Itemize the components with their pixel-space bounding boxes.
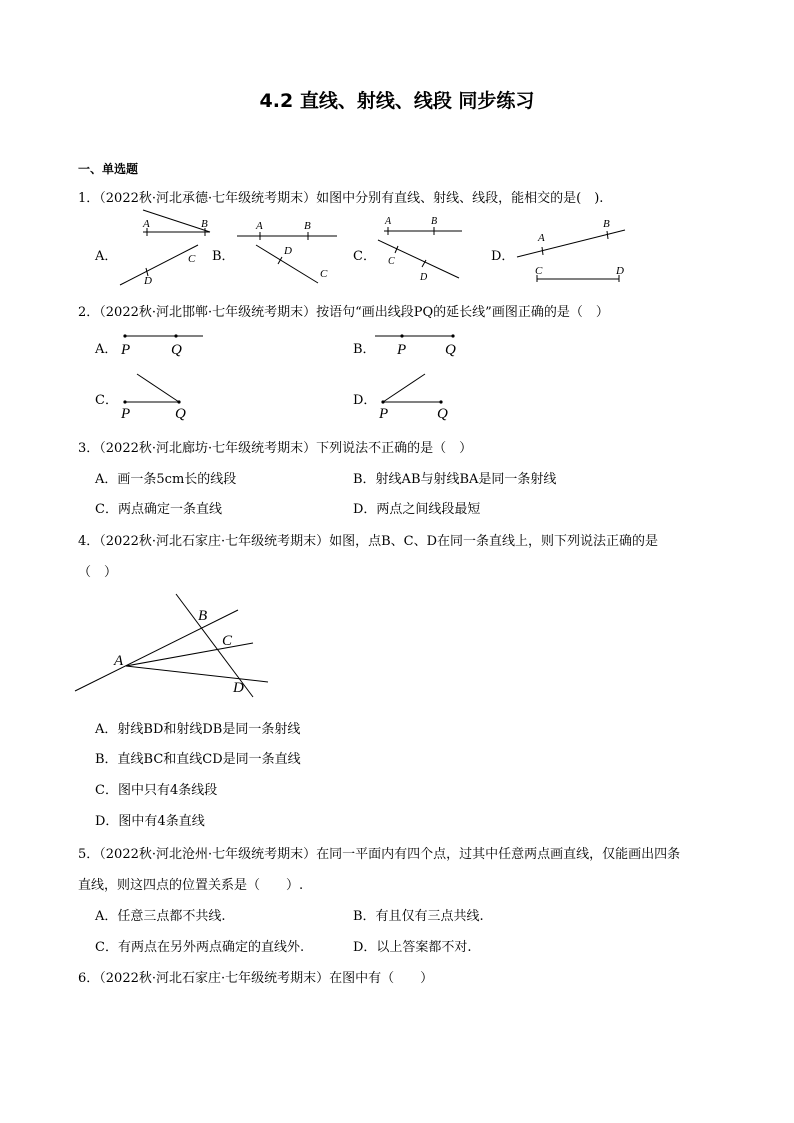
q4-figure [70,590,280,705]
q1-figure-a [110,210,210,290]
q5-option-d: D．以上答案都不对. [353,940,472,955]
q1b-label-d: D [284,245,292,257]
q1a-label-a: A [143,218,150,230]
q4-option-b: B．直线BC和直线CD是同一条直线 [95,752,301,767]
section-heading: 一、单选题 [78,162,139,176]
q1c-label-a: A [385,216,392,227]
q5-option-b: B．有且仅有三点共线. [353,909,484,924]
question-6-stem: 6．（2022秋·河北石家庄·七年级统考期末）在图中有（ ） [78,971,434,986]
q3-option-d: D．两点之间线段最短 [353,502,481,517]
q1d-label-b: B [603,218,610,230]
question-5-stem-cont: 直线，则这四点的位置关系是（ ）. [78,878,304,893]
q1-option-c: C． [353,249,376,264]
question-4-stem-cont: （ ） [78,565,118,580]
q4-label-b: B [198,608,208,624]
q4-label-a: A [114,653,124,669]
q1b-label-c: C [320,268,328,280]
q1c-label-b: B [431,216,438,227]
q2a-label-q: Q [171,342,182,358]
q1d-label-d: D [616,265,624,277]
q2-option-b: B． [353,342,376,357]
q2b-label-q: Q [445,342,456,358]
q2b-label-p: P [397,342,407,358]
q4-label-d: D [233,680,244,696]
q4-option-c: C．图中只有4条线段 [95,783,218,798]
q2-option-a: A． [95,342,118,357]
q1-option-d: D． [491,249,515,264]
q2-figure-a [115,325,215,360]
q2c-label-p: P [121,406,131,422]
q3-option-c: C．两点确定一条直线 [95,502,222,517]
q2a-label-p: P [121,342,131,358]
q3-option-a: A．画一条5cm长的线段 [95,472,237,487]
q2-option-d: D． [353,393,377,408]
q1-figure-c [378,210,468,290]
question-2-stem: 2．（2022秋·河北邯郸·七年级统考期末）按语句“画出线段PQ的延长线”画图正确的是（ ） [78,305,609,320]
q5-option-c: C．有两点在另外两点确定的直线外. [95,940,305,955]
q5-option-a: A．任意三点都不共线. [95,909,226,924]
q1d-label-c: C [535,265,543,277]
page-title: 4.2 直线、射线、线段 同步练习 [259,90,535,112]
q4-option-d: D．图中有4条直线 [95,814,205,829]
q2-figure-b [375,325,475,360]
question-4-stem: 4．（2022秋·河北石家庄·七年级统考期末）如图，点B、C、D在同一条直线上，则下列说法正确的是 [78,534,659,549]
q1-figure-d [512,210,632,285]
q1d-label-a: A [538,232,545,244]
q2d-label-q: Q [437,406,448,422]
q2c-label-q: Q [175,406,186,422]
q1b-label-b: B [304,220,311,232]
q1c-label-d: D [420,272,428,283]
q2-option-c: C． [95,393,118,408]
q2d-label-p: P [379,406,389,422]
q4-option-a: A．射线BD和射线DB是同一条射线 [95,722,301,737]
question-5-stem: 5．（2022秋·河北沧州·七年级统考期末）在同一平面内有四个点，过其中任意两点画直线，仅能画出四条 [78,847,681,862]
q1-option-a: A． [95,249,118,264]
q1a-label-b: B [201,218,208,230]
question-1-stem: 1．（2022秋·河北承德·七年级统考期末）如图中分别有直线、射线、线段，能相交的是( ). [78,191,604,206]
question-3-stem: 3．（2022秋·河北廊坊·七年级统考期末）下列说法不正确的是（ ） [78,441,473,456]
q1a-label-d: D [144,275,152,287]
q2-figure-d [375,368,475,422]
q1-figure-b [236,210,346,290]
q1-option-b: B． [212,249,235,264]
q4-label-c: C [222,633,233,649]
q1a-label-c: C [188,253,196,265]
q3-option-b: B．射线AB与射线BA是同一条射线 [353,472,557,487]
q2-figure-c [115,368,215,422]
q1b-label-a: A [256,220,263,232]
q1c-label-c: C [388,256,395,267]
